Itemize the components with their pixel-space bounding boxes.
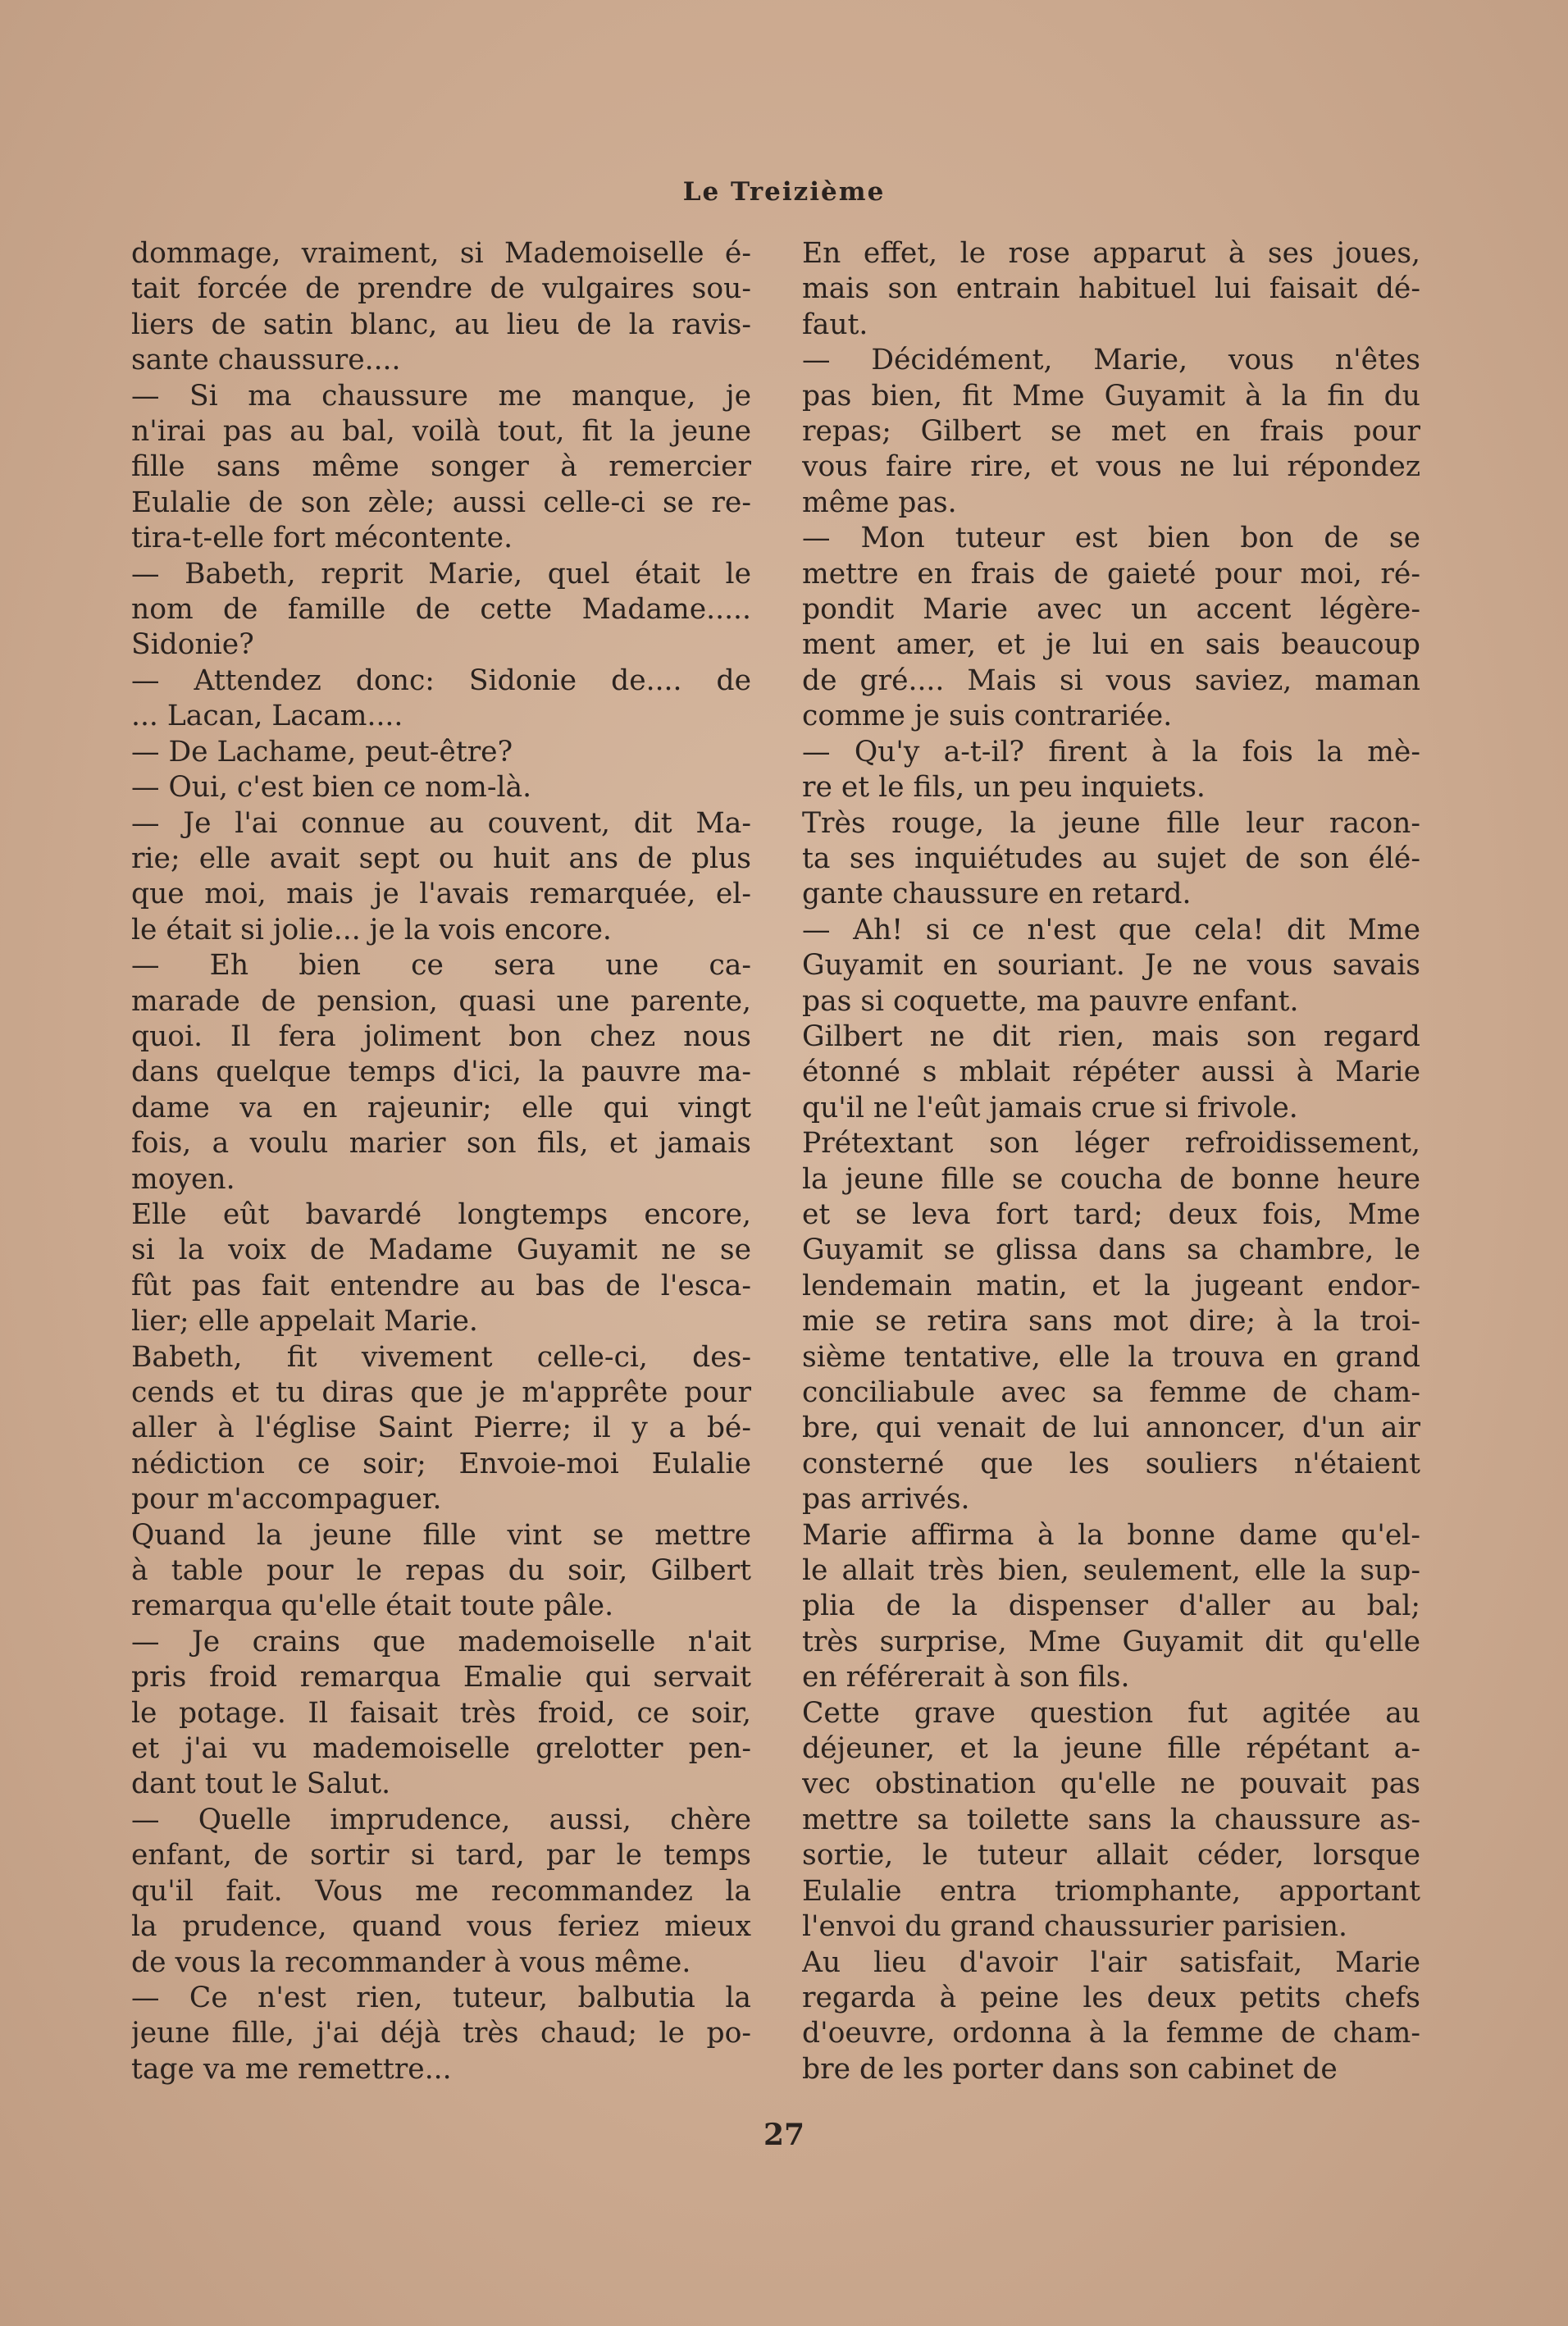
page-number: 27 (763, 2118, 805, 2152)
text-line: enfant, de sortir si tard, par le temps (131, 1839, 751, 1872)
text-line: — Mon tuteur est bien bon de se (802, 522, 1420, 555)
text-line: dans quelque temps d'ici, la pauvre ma- (131, 1056, 751, 1089)
text-line: consterné que les souliers n'étaient (802, 1447, 1420, 1480)
text-line: — Quelle imprudence, aussi, chère (131, 1803, 751, 1836)
text-line: sante chaussure.... (131, 344, 401, 377)
text-line: ... Lacan, Lacam.... (131, 700, 403, 733)
text-line: — Décidément, Marie, vous n'êtes (802, 344, 1420, 377)
text-line: la jeune fille se coucha de bonne heure (802, 1162, 1420, 1196)
text-line: marade de pension, quasi une parente, (131, 984, 751, 1018)
text-line: si la voix de Madame Guyamit ne se (131, 1234, 751, 1267)
text-line: lendemain matin, et la jugeant endor- (802, 1269, 1420, 1302)
text-line: tait forcée de prendre de vulgaires sou- (131, 272, 751, 306)
text-line: de gré.... Mais si vous saviez, maman (802, 664, 1420, 697)
text-line: pondit Marie avec un accent légère- (802, 593, 1420, 627)
text-line: pris froid remarqua Emalie qui servait (131, 1661, 751, 1694)
text-line: repas; Gilbert se met en frais pour (802, 415, 1420, 449)
text-line: Guyamit en souriant. Je ne vous savais (802, 949, 1420, 983)
text-line: re et le fils, un peu inquiets. (802, 771, 1206, 805)
text-line: Sidonie? (131, 628, 254, 662)
text-line: la prudence, quand vous feriez mieux (131, 1910, 751, 1944)
text-line: nom de famille de cette Madame..... (131, 593, 751, 627)
text-line: Babeth, fit vivement celle-ci, des- (131, 1340, 751, 1374)
text-line: regarda à peine les deux petits chefs (802, 1981, 1420, 2014)
text-line: pas arrivés. (802, 1483, 970, 1516)
text-line: — Babeth, reprit Marie, quel était le (131, 557, 751, 591)
text-line: Guyamit se glissa dans sa chambre, le (802, 1234, 1420, 1267)
text-line: rie; elle avait sept ou huit ans de plus (131, 841, 751, 875)
text-line: Cette grave question fut agitée au (802, 1696, 1420, 1730)
text-line: plia de la dispenser d'aller au bal; (802, 1589, 1420, 1623)
text-line: cends et tu diras que je m'apprête pour (131, 1376, 751, 1409)
text-line: — Oui, c'est bien ce nom-là. (131, 771, 532, 805)
text-line: tira-t-elle fort mécontente. (131, 522, 513, 555)
text-line: n'irai pas au bal, voilà tout, fit la jeune (131, 415, 751, 449)
text-line: vec obstination qu'elle ne pouvait pas (802, 1767, 1420, 1801)
text-line: — De Lachame, peut-être? (131, 735, 513, 768)
text-line: dant tout le Salut. (131, 1767, 391, 1801)
text-line: vous faire rire, et vous ne lui répondez (802, 450, 1420, 484)
text-line: le était si jolie... je la vois encore. (131, 913, 612, 946)
text-line: et se leva fort tard; deux fois, Mme (802, 1197, 1420, 1231)
text-line: pour m'accompaguer. (131, 1483, 442, 1516)
text-line: ment amer, et je lui en sais beaucoup (802, 628, 1420, 662)
text-line: Marie affirma à la bonne dame qu'el- (802, 1518, 1420, 1552)
text-line: liers de satin blanc, au lieu de la ravis- (131, 308, 751, 341)
text-line: gante chaussure en retard. (802, 878, 1192, 911)
text-line: dommage, vraiment, si Mademoiselle é- (131, 237, 751, 270)
text-line: très surprise, Mme Guyamit dit qu'elle (802, 1625, 1420, 1658)
text-line: déjeuner, et la jeune fille répétant a- (802, 1732, 1420, 1766)
text-line: en référerait à son fils. (802, 1661, 1130, 1694)
text-line: quoi. Il fera joliment bon chez nous (131, 1019, 751, 1053)
text-line: mie se retira sans mot dire; à la troi- (802, 1305, 1420, 1339)
text-line: le allait très bien, seulement, elle la sup- (802, 1554, 1420, 1588)
text-line: jeune fille, j'ai déjà très chaud; le po- (131, 2017, 751, 2050)
text-line: Eulalie entra triomphante, apportant (802, 1874, 1420, 1908)
text-line: — Eh bien ce sera une ca- (131, 949, 751, 983)
text-line: d'oeuvre, ordonna à la femme de cham- (802, 2017, 1420, 2050)
text-line: — Ah! si ce n'est que cela! dit Mme (802, 913, 1420, 946)
text-line: étonné s mblait répéter aussi à Marie (802, 1056, 1420, 1089)
text-line: moyen. (131, 1162, 235, 1196)
text-line: à table pour le repas du soir, Gilbert (131, 1554, 751, 1588)
text-line: et j'ai vu mademoiselle grelotter pen- (131, 1732, 751, 1766)
text-line: — Si ma chaussure me manque, je (131, 379, 751, 413)
text-line: lier; elle appelait Marie. (131, 1305, 478, 1339)
text-line: Très rouge, la jeune fille leur racon- (802, 806, 1420, 840)
text-line: remarqua qu'elle était toute pâle. (131, 1589, 614, 1623)
text-line: Au lieu d'avoir l'air satisfait, Marie (802, 1945, 1420, 1979)
left-column (131, 236, 751, 2087)
text-line: nédiction ce soir; Envoie-moi Eulalie (131, 1447, 751, 1480)
text-line: même pas. (802, 486, 957, 519)
text-line: En effet, le rose apparut à ses joues, (802, 237, 1420, 270)
text-line: fois, a voulu marier son fils, et jamais (131, 1127, 751, 1161)
text-line: le potage. Il faisait très froid, ce soir, (131, 1696, 751, 1730)
text-line: comme je suis contrariée. (802, 700, 1173, 733)
text-line: Prétextant son léger refroidissement, (802, 1127, 1420, 1161)
text-line: bre, qui venait de lui annoncer, d'un air (802, 1412, 1420, 1445)
text-line: bre de les porter dans son cabinet de (802, 2052, 1338, 2086)
text-line: — Qu'y a-t-il? firent à la fois la mè- (802, 735, 1420, 768)
text-line: pas si coquette, ma pauvre enfant. (802, 984, 1299, 1018)
text-line: faut. (802, 308, 868, 341)
text-line: — Ce n'est rien, tuteur, balbutia la (131, 1981, 751, 2014)
text-line: mettre en frais de gaieté pour moi, ré- (802, 557, 1420, 591)
text-line: fût pas fait entendre au bas de l'esca- (131, 1269, 751, 1302)
text-line: mettre sa toilette sans la chaussure as- (802, 1803, 1420, 1836)
running-head: Le Treizième (682, 177, 886, 207)
text-line: ta ses inquiétudes au sujet de son élé- (802, 841, 1420, 875)
text-line: que moi, mais je l'avais remarquée, el- (131, 878, 751, 911)
text-line: qu'il ne l'eût jamais crue si frivole. (802, 1091, 1298, 1124)
text-line: sortie, le tuteur allait céder, lorsque (802, 1839, 1420, 1872)
text-line: — Je crains que mademoiselle n'ait (131, 1625, 751, 1658)
text-line: — Attendez donc: Sidonie de.... de (131, 664, 751, 697)
text-line: tage va me remettre... (131, 2052, 452, 2086)
text-line: aller à l'église Saint Pierre; il y a bé- (131, 1412, 751, 1445)
text-line: de vous la recommander à vous même. (131, 1945, 691, 1979)
text-line: Elle eût bavardé longtemps encore, (131, 1197, 751, 1231)
text-line: conciliabule avec sa femme de cham- (802, 1376, 1420, 1409)
text-line: Gilbert ne dit rien, mais son regard (802, 1019, 1420, 1053)
text-line: fille sans même songer à remercier (131, 450, 751, 484)
text-line: Eulalie de son zèle; aussi celle-ci se re- (131, 486, 751, 519)
text-line: — Je l'ai connue au couvent, dit Ma- (131, 806, 751, 840)
text-line: sième tentative, elle la trouva en grand (802, 1340, 1420, 1374)
text-line: mais son entrain habituel lui faisait dé- (802, 272, 1420, 306)
text-line: pas bien, fit Mme Guyamit à la fin du (802, 379, 1420, 413)
text-line: qu'il fait. Vous me recommandez la (131, 1874, 751, 1908)
right-column (802, 236, 1420, 2087)
text-line: Quand la jeune fille vint se mettre (131, 1518, 751, 1552)
text-line: l'envoi du grand chaussurier parisien. (802, 1910, 1347, 1944)
text-line: dame va en rajeunir; elle qui vingt (131, 1091, 751, 1124)
